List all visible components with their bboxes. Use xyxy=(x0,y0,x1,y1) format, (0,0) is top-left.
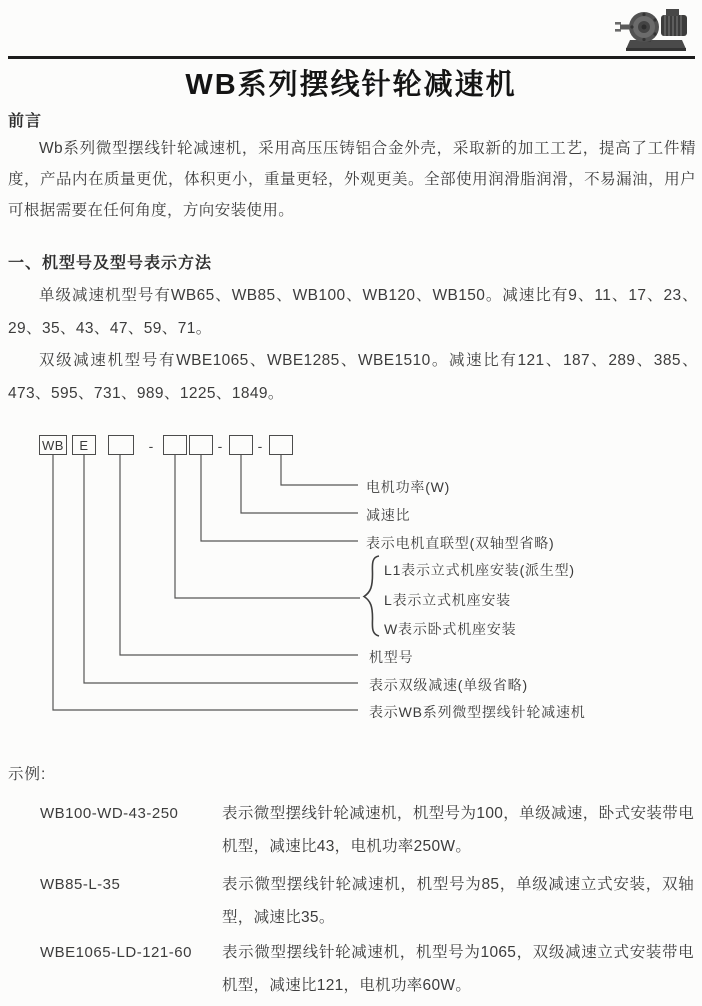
page-title: WB系列摆线针轮减速机 xyxy=(185,69,517,101)
brace xyxy=(364,556,379,636)
gear-motor-photo-icon xyxy=(614,2,696,56)
label-motor-power: 电机功率(W) xyxy=(366,479,451,495)
code-box-power xyxy=(269,435,293,455)
label-mount-l: L表示立式机座安装 xyxy=(384,592,511,608)
code-box-model xyxy=(108,435,134,455)
example-code: WB100-WD-43-250 xyxy=(40,805,179,822)
code-separator: - xyxy=(148,438,154,454)
code-box-mount xyxy=(163,435,187,455)
header-rule xyxy=(8,56,695,59)
foreword-heading: 前言 xyxy=(8,113,43,130)
section-heading: 一、机型号及型号表示方法 xyxy=(8,255,213,272)
code-separator: - xyxy=(217,438,223,454)
label-direct-type: 表示电机直联型(双轴型省略) xyxy=(366,535,555,551)
code-box-stage: E xyxy=(72,435,96,455)
section-paragraph-single-stage: 单级减速机型号有WB65、WB85、WB100、WB120、WB150。减速比有9、11、17、23、29、35、43、47、59、71。 xyxy=(8,287,698,337)
example-code: WB85-L-35 xyxy=(40,876,121,893)
code-box-ratio xyxy=(229,435,253,455)
label-model-no: 机型号 xyxy=(369,649,414,665)
example-code: WBE1065-LD-121-60 xyxy=(40,944,192,961)
code-box-series: WB xyxy=(39,435,67,455)
label-mount-w: W表示卧式机座安装 xyxy=(384,621,517,637)
code-box-direct xyxy=(189,435,213,455)
example-desc: 表示微型摆线针轮减速机，机型号为85，单级减速立式安装，双轴型，减速比35。 xyxy=(222,876,694,926)
example-desc: 表示微型摆线针轮减速机，机型号为1065，双级减速立式安装带电机型，减速比121，电机功率60W。 xyxy=(222,944,694,994)
section-paragraph-double-stage: 双级减速机型号有WBE1065、WBE1285、WBE1510。减速比有121、187、289、385、473、595、731、989、1225、1849。 xyxy=(8,352,698,402)
foreword-text: Wb系列微型摆线针轮减速机，采用高压压铸铝合金外壳，采取新的加工工艺，提高了工件精度，产品内在质量更优，体积更小，重量更轻，外观更美。全部使用润滑脂润滑，不易漏油，用户可根据需要在任何角度，方向安装使用。 xyxy=(8,140,696,219)
label-mount-l1: L1表示立式机座安装(派生型) xyxy=(384,562,575,578)
examples-heading: 示例: xyxy=(8,766,47,783)
code-separator: - xyxy=(257,438,263,454)
label-series: 表示WB系列微型摆线针轮减速机 xyxy=(369,704,586,720)
label-ratio: 减速比 xyxy=(366,507,411,523)
label-double-stage: 表示双级减速(单级省略) xyxy=(369,677,528,693)
example-desc: 表示微型摆线针轮减速机，机型号为100，单级减速，卧式安装带电机型，减速比43，电机功率250W。 xyxy=(222,805,694,855)
